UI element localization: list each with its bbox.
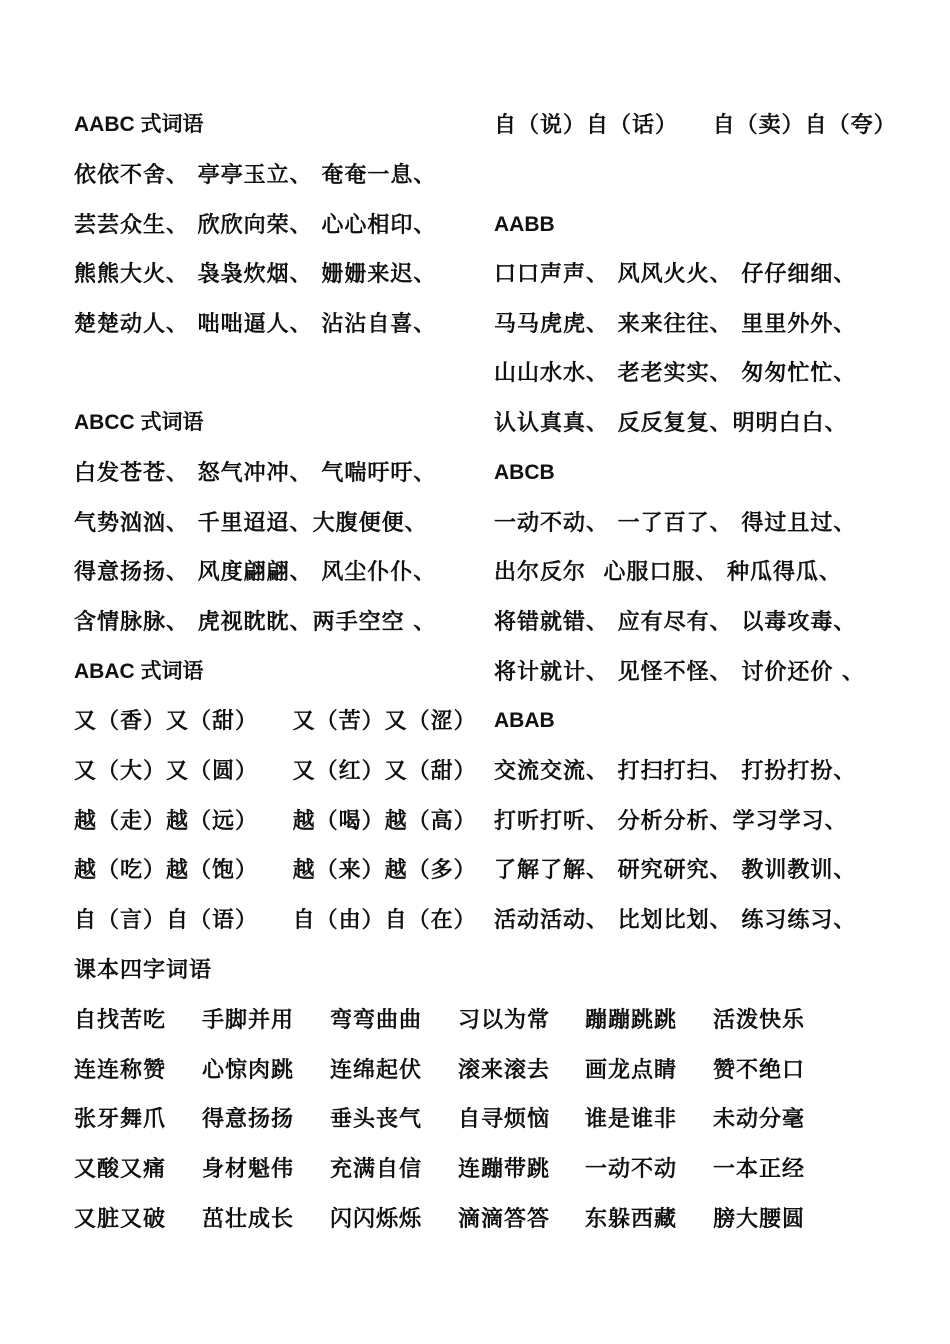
aabc-line-4: 楚楚动人、 咄咄逼人、 沾沾自喜、 [74,311,437,337]
abac-line-2: 又（大）又（圆） 又（红）又（甜） [74,758,477,784]
textbook-word: 张牙舞爪 [74,1106,167,1132]
textbook-word: 膀大腰圆 [713,1206,806,1232]
abac-line-3: 越（走）越（远） 越（喝）越（高） [74,808,477,834]
abcb-line-1: 一动不动、 一了百了、 得过且过、 [494,510,857,536]
textbook-word: 蹦蹦跳跳 [585,1007,678,1033]
textbook-word: 活泼快乐 [713,1007,806,1033]
aabc-line-3: 熊熊大火、 袅袅炊烟、 姗姗来迟、 [74,261,437,287]
textbook-word: 一动不动 [585,1156,678,1182]
abcc-line-2: 气势汹汹、 千里迢迢、大腹便便、 [74,510,428,536]
textbook-word: 滴滴答答 [458,1206,551,1232]
abcb-line-3: 将错就错、 应有尽有、 以毒攻毒、 [494,609,857,635]
textbook-word: 习以为常 [458,1007,551,1033]
abcc-heading: ABCC 式词语 [74,411,204,434]
textbook-word: 茁壮成长 [202,1206,295,1232]
abcb-heading: ABCB [494,461,555,484]
textbook-word: 连绵起伏 [330,1057,423,1083]
abac-heading: ABAC 式词语 [74,660,204,683]
abac-line-1: 又（香）又（甜） 又（苦）又（涩） [74,708,477,734]
textbook-word: 充满自信 [330,1156,423,1182]
aabb-line-3: 山山水水、 老老实实、 匆匆忙忙、 [494,360,857,386]
abcc-line-1: 白发苍苍、 怒气冲冲、 气喘吁吁、 [74,460,437,486]
abab-line-3: 了解了解、 研究研究、 教训教训、 [494,857,857,883]
textbook-heading: 课本四字词语 [74,957,213,983]
textbook-word: 闪闪烁烁 [330,1206,423,1232]
textbook-word: 垂头丧气 [330,1106,423,1132]
textbook-word: 弯弯曲曲 [330,1007,423,1033]
textbook-word: 又脏又破 [74,1206,167,1232]
textbook-word: 一本正经 [713,1156,806,1182]
abac-line-4: 越（吃）越（饱） 越（来）越（多） [74,857,477,883]
textbook-word: 连连称赞 [74,1057,167,1083]
aabb-heading: AABB [494,213,555,236]
textbook-word: 手脚并用 [202,1007,295,1033]
abab-line-1: 交流交流、 打扫打扫、 打扮打扮、 [494,758,857,784]
abcb-line-2: 出尔反尔 心服口服、 种瓜得瓜、 [494,559,842,585]
abab-heading: ABAB [494,709,555,732]
abcc-line-3: 得意扬扬、 风度翩翩、 风尘仆仆、 [74,559,437,585]
textbook-word: 连蹦带跳 [458,1156,551,1182]
textbook-word: 赞不绝口 [713,1057,806,1083]
zi-top-line: 自（说）自（话） 自（卖）自（夸） [494,112,897,138]
abab-line-2: 打听打听、 分析分析、学习学习、 [494,808,848,834]
textbook-word: 东躲西藏 [585,1206,678,1232]
textbook-word: 滚来滚去 [458,1057,551,1083]
abcc-line-4: 含情脉脉、 虎视眈眈、两手空空 、 [74,609,437,635]
aabb-line-4: 认认真真、 反反复复、明明白白、 [494,410,848,436]
abab-line-4: 活动活动、 比划比划、 练习练习、 [494,907,857,933]
aabc-heading: AABC 式词语 [74,113,204,136]
textbook-word: 谁是谁非 [585,1106,678,1132]
aabc-line-2: 芸芸众生、 欣欣向荣、 心心相印、 [74,212,437,238]
textbook-word: 身材魁伟 [202,1156,295,1182]
textbook-word: 自找苦吃 [74,1007,167,1033]
textbook-word: 自寻烦恼 [458,1106,551,1132]
textbook-word: 得意扬扬 [202,1106,295,1132]
aabb-line-1: 口口声声、 风风火火、 仔仔细细、 [494,261,857,287]
abcb-line-4: 将计就计、 见怪不怪、 讨价还价 、 [494,659,865,685]
textbook-word: 未动分毫 [713,1106,806,1132]
aabc-line-1: 依依不舍、 亭亭玉立、 奄奄一息、 [74,162,437,188]
textbook-word: 心惊肉跳 [202,1057,295,1083]
aabb-line-2: 马马虎虎、 来来往往、 里里外外、 [494,311,857,337]
textbook-word: 又酸又痛 [74,1156,167,1182]
textbook-word: 画龙点睛 [585,1057,678,1083]
abac-line-5: 自（言）自（语） 自（由）自（在） [74,907,477,933]
